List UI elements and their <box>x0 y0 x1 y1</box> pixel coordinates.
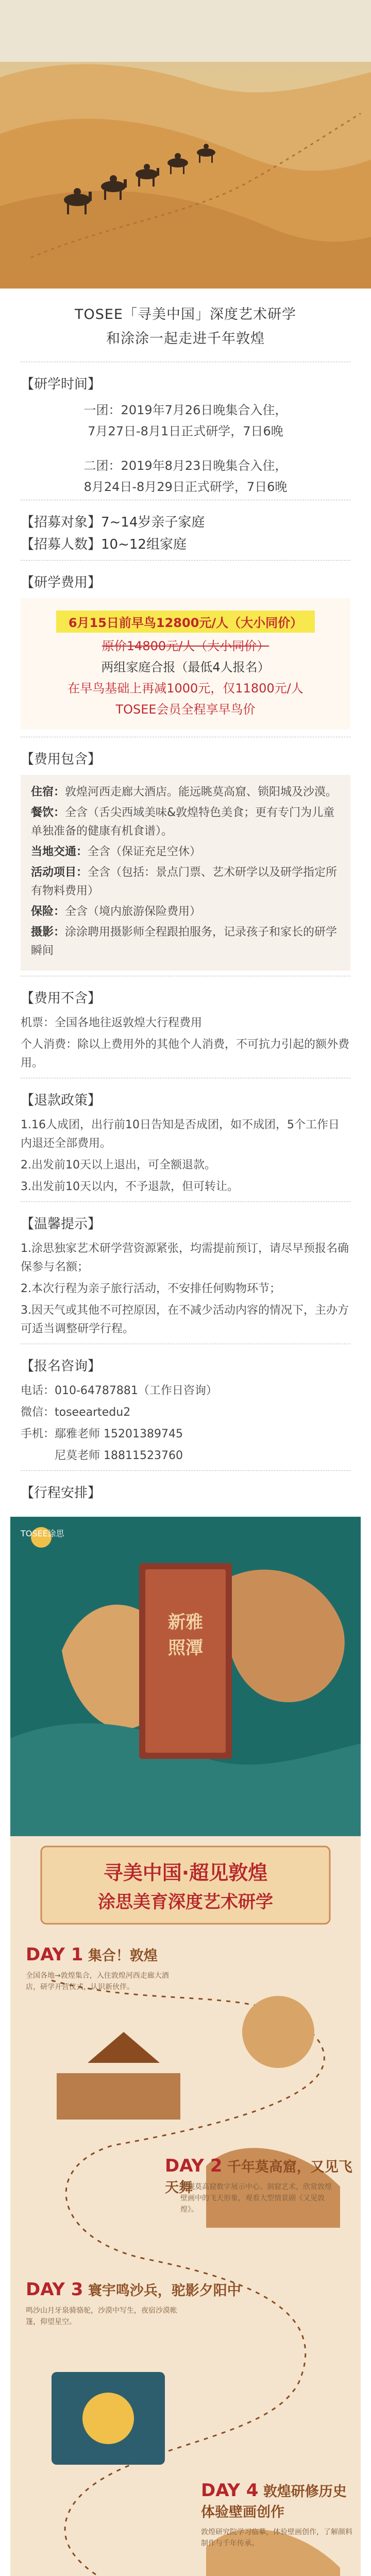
day-1-title: DAY 1 集合！敦煌 <box>26 1944 158 1965</box>
tip-item: 1.涂思独家艺术研学营资源紧张，均需提前预订，请尽早预报名确保参与名额； <box>21 1242 349 1274</box>
refund-section <box>21 1090 350 1196</box>
banner-line-2: 涂思美育深度艺术研学 <box>98 1892 273 1912</box>
day-3-title: DAY 3 寰宇鸣沙兵，驼影夕阳中 <box>26 2279 241 2300</box>
intro-line-1: TOSEE「寻美中国」深度艺术研学 <box>74 307 296 323</box>
group2-line1: 二团：2019年8月23日晚集合入住， <box>83 459 288 473</box>
includes-section <box>21 749 350 768</box>
section-title-refund: 【退款政策】 <box>21 1093 102 1108</box>
section-title-itinerary: 【行程安排】 <box>21 1485 102 1501</box>
study-time-section <box>21 374 350 495</box>
early-bird-price: 6月15日前早鸟12800元/人（大小同价） <box>56 611 315 633</box>
section-title-fee: 【研学费用】 <box>21 575 102 590</box>
section-title-tips: 【温馨提示】 <box>21 1216 102 1232</box>
day-1-text: 全国各地→敦煌集合，入住敦煌河西走廊大酒店，研学开营仪式，认识新伙伴。 <box>26 1972 169 1991</box>
section-title-contact: 【报名咨询】 <box>21 1359 102 1374</box>
group2-line2: 8月24日-8月29日正式研学，7日6晚 <box>83 480 288 494</box>
day-4-title: DAY 4 敦煌研修历史 体验壁画创作 <box>201 2480 347 2520</box>
poster-caption: 新雅照潭 <box>168 1612 203 1658</box>
member-offer: TOSEE会员全程享早鸟价 <box>115 702 256 717</box>
contact-section <box>21 1355 350 1465</box>
include-item: 餐饮：全含（舌尖西域美味&敦煌特色美食；更有专门为儿童单独准备的健康有机食谱）。 <box>31 806 335 838</box>
tip-item: 2.本次行程为亲子旅行活动，不安排任何购物环节； <box>21 1282 281 1295</box>
day-4-text: 敦煌研究院学习临摹，体验壁画创作，了解颜料制作与千年传承。 <box>201 2528 352 2548</box>
itinerary-poster <box>10 1517 361 2576</box>
day-3-text: 鸣沙山月牙泉骑骆驼，沙漠中写生，夜宿沙漠帐篷，仰望星空。 <box>26 2307 177 2326</box>
banner-line-1: 寻美中国·超见敦煌 <box>103 1861 268 1884</box>
contact-mobile-1: 手机：鄢雅老师 15201389745 <box>21 1428 183 1440</box>
contact-phone: 电话：010-64787881（工作日咨询） <box>21 1384 217 1397</box>
intro-line-2: 和涂涂一起走进千年敦煌 <box>106 331 265 347</box>
itinerary-section <box>21 1482 350 1501</box>
section-title-includes: 【费用包含】 <box>21 752 102 767</box>
refund-item: 2.出发前10天以上退出，可全额退款。 <box>21 1159 216 1172</box>
poster-illustration <box>10 1517 361 2576</box>
exclude-item: 个人消费：除以上费用外的其他个人消费，不可抗力引起的额外费用。 <box>21 1038 350 1070</box>
group1-line2: 7月27日-8月1日正式研学，7日6晚 <box>88 424 283 438</box>
family-offer: 两组家庭合报（最低4人报名） <box>101 660 270 674</box>
enroll-target: 【招募对象】7~14岁亲子家庭 <box>21 515 205 530</box>
poster-brand: TOSEE涂思 <box>21 1529 64 1538</box>
divider <box>21 560 350 561</box>
fee-section <box>21 572 350 591</box>
refund-item: 1.16人成团，出行前10日告知是否成团，如不成团，5个工作日内退还全部费用。 <box>21 1118 340 1150</box>
original-price: 原价14800元/人（大小同价） <box>102 639 269 653</box>
desert-illustration <box>0 0 371 289</box>
family-discount: 在早鸟基础上再减1000元，仅11800元/人 <box>68 681 303 696</box>
section-title-study-time: 【研学时间】 <box>21 377 102 392</box>
refund-item: 3.出发前10天以内，不予退款，但可转让。 <box>21 1180 239 1193</box>
include-item: 住宿：敦煌河西走廊大酒店。能远眺莫高窟、锁阳城及沙漠。 <box>31 786 338 799</box>
divider <box>21 1470 350 1471</box>
contact-wechat: 微信：toseeartedu2 <box>21 1406 131 1419</box>
exclude-item: 机票：全国各地往返敦煌大行程费用 <box>21 1016 203 1029</box>
divider <box>21 1201 350 1202</box>
include-item: 保险：全含（境内旅游保险费用） <box>31 905 201 918</box>
price-box <box>21 598 350 730</box>
day-2-title: DAY 2 千年莫高窟，又见飞天舞 <box>165 2156 352 2196</box>
excludes-section <box>21 988 350 1073</box>
intro <box>0 289 371 357</box>
include-item: 摄影：涂涂聘用摄影师全程跟拍服务，记录孩子和家长的研学瞬间 <box>31 926 338 957</box>
include-item: 活动项目：全含（包括：景点门票、艺术研学以及研学指定所有物料费用） <box>31 866 338 897</box>
include-item: 当地交通：全含（保证充足空休） <box>31 845 201 858</box>
tip-item: 3.因天气或其他不可控原因，在不减少活动内容的情况下，主办方可适当调整研学行程。 <box>21 1304 349 1335</box>
enroll-count: 【招募人数】10~12组家庭 <box>21 537 187 552</box>
section-title-excludes: 【费用不含】 <box>21 991 102 1006</box>
enroll-section <box>21 512 350 553</box>
day-2-text: 参观莫高窟数字展示中心、洞窟艺术，欣赏敦煌壁画中的飞天形象，观看大型情景剧《又见敦煌》。 <box>180 2183 332 2214</box>
tips-section <box>21 1213 350 1338</box>
group1-line1: 一团：2019年7月26日晚集合入住， <box>83 403 288 417</box>
hero-image <box>0 0 371 289</box>
includes-box <box>21 775 350 971</box>
contact-mobile-2: 尼莫老师 18811523760 <box>55 1449 183 1462</box>
